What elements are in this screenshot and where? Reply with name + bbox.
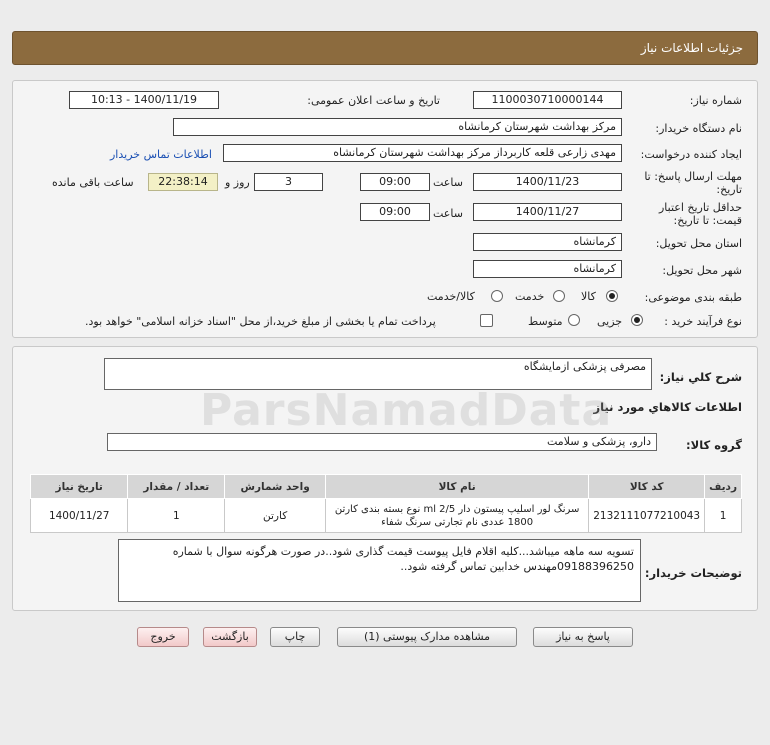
cell-name-line1: سرنگ لور اسلیپ پیستون دار ml 2/5 نوع بسته بندی کارتن: [334, 503, 580, 515]
buyer-notes-box: [118, 539, 641, 602]
buyer-notes-line1: تسویه سه ماهه میباشد...کلیه اقلام فایل پیوست قیمت گذاری شود..در صورت هرگونه سوال با شماره: [172, 545, 634, 558]
category-both-radio[interactable]: [491, 290, 503, 302]
announce-label: تاریخ و ساعت اعلان عمومی:: [307, 94, 440, 107]
validity-date-field: 1400/11/27: [473, 203, 622, 221]
deadline-time-label: ساعت: [433, 176, 463, 189]
need-number-field: 1100030710000144: [473, 91, 622, 109]
category-label: طبقه بندی موضوعی:: [644, 291, 742, 304]
cell-date: 1400/11/27: [31, 499, 128, 533]
col-row: ردیف: [705, 475, 742, 499]
validity-time-field: 09:00: [360, 203, 430, 221]
category-both-label: کالا/خدمت: [427, 290, 475, 303]
page-header: [12, 31, 758, 65]
buyer-org-field: مرکز بهداشت شهرستان کرمانشاه: [173, 118, 622, 136]
cell-code: 2132111077210043: [589, 499, 705, 533]
col-qty: تعداد / مقدار: [128, 475, 225, 499]
col-code: کد کالا: [589, 475, 705, 499]
attachments-button[interactable]: مشاهده مدارک پیوستی (1): [337, 627, 517, 647]
cell-qty: 1: [128, 499, 225, 533]
city-label: شهر محل تحویل:: [662, 264, 742, 277]
remaining-label: ساعت باقی مانده: [52, 176, 134, 189]
deadline-time-field: 09:00: [360, 173, 430, 191]
process-medium-radio[interactable]: [568, 314, 580, 326]
need-number-label: شماره نیاز:: [689, 94, 742, 107]
category-goods-label: کالا: [581, 290, 596, 303]
goods-group-label: گروه کالا:: [686, 438, 742, 452]
cell-row: 1: [705, 499, 742, 533]
back-button[interactable]: بازگشت: [203, 627, 257, 647]
buyer-notes-label: توضیحات خریدار:: [644, 566, 742, 580]
treasury-payment-checkbox[interactable]: [480, 314, 493, 327]
creator-label: ایجاد کننده درخواست:: [640, 148, 742, 161]
items-table: [30, 474, 742, 533]
buyer-org-label: نام دستگاه خریدار:: [655, 122, 742, 135]
col-unit: واحد شمارش: [225, 475, 326, 499]
validity-label-date: قیمت: تا تاریخ:: [673, 214, 742, 227]
category-service-radio[interactable]: [553, 290, 565, 302]
col-name: نام کالا: [326, 475, 589, 499]
summary-field: مصرفی پزشکی ازمایشگاه: [104, 358, 652, 390]
province-label: استان محل تحویل:: [655, 237, 742, 250]
validity-time-label: ساعت: [433, 207, 463, 220]
days-label: روز و: [225, 176, 250, 189]
category-goods-radio[interactable]: [606, 290, 618, 302]
days-field: 3: [254, 173, 323, 191]
process-small-label: جزیی: [597, 315, 623, 328]
buyer-notes-line2: 09188396250مهندس خدابین تماس گرفته شود..: [400, 560, 634, 573]
cell-name-line2: 1800 عددی نام تجارتی سرنگ شفاء: [381, 516, 534, 528]
exit-button[interactable]: خروج: [137, 627, 189, 647]
announce-field: 1400/11/19 - 10:13: [69, 91, 219, 109]
goods-group-field: دارو، پزشکی و سلامت: [107, 433, 657, 451]
province-field: کرمانشاه: [473, 233, 622, 251]
summary-label: شرح کلي نياز:: [659, 370, 742, 384]
print-button[interactable]: چاپ: [270, 627, 320, 647]
deadline-label-date: تاریخ:: [716, 183, 742, 196]
page-title: جزئیات اطلاعات نیاز: [640, 41, 743, 55]
buyer-contact-link[interactable]: اطلاعات تماس خریدار: [110, 148, 212, 161]
process-medium-label: متوسط: [528, 315, 563, 328]
col-date: تاریخ نیاز: [31, 475, 128, 499]
validity-label: حداقل تاریخ اعتبار: [658, 201, 742, 214]
deadline-label: مهلت ارسال پاسخ: تا: [644, 170, 742, 183]
category-service-label: خدمت: [515, 290, 545, 303]
watermark: ParsNamadData: [200, 385, 613, 436]
treasury-payment-note: پرداخت تمام یا بخشی از مبلغ خرید،از محل "اسناد خزانه اسلامی" خواهد بود.: [85, 315, 436, 328]
process-small-radio[interactable]: [631, 314, 643, 326]
process-label: نوع فرآیند خرید :: [664, 315, 742, 328]
deadline-date-field: 1400/11/23: [473, 173, 622, 191]
goods-section-title: اطلاعات کالاهاي مورد نياز: [593, 400, 742, 414]
cell-name: [326, 499, 589, 533]
remaining-time-field: 22:38:14: [148, 173, 218, 191]
table-row: [31, 499, 742, 533]
creator-field: مهدی زارعی قلعه کاربرداز مرکز بهداشت شهرستان کرمانشاه: [223, 144, 622, 162]
cell-unit: کارتن: [225, 499, 326, 533]
city-field: کرمانشاه: [473, 260, 622, 278]
reply-button[interactable]: پاسخ به نیاز: [533, 627, 633, 647]
